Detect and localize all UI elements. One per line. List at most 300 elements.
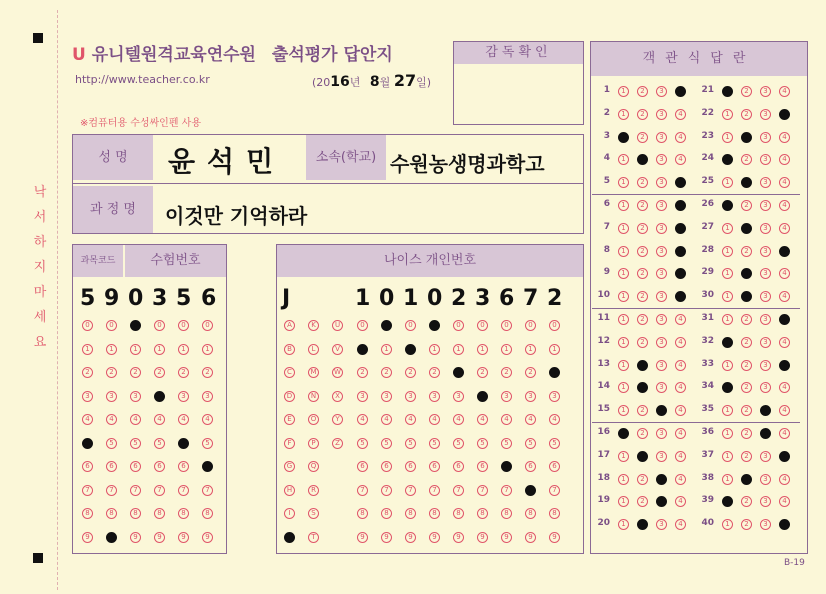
nice-digit-bubble[interactable]: 3 xyxy=(525,391,536,402)
answer-bubble[interactable]: 4 xyxy=(779,496,790,507)
nice-letter-bubble[interactable]: N xyxy=(308,391,319,402)
answer-bubble[interactable]: 4 xyxy=(779,86,790,97)
answer-bubble[interactable]: 3 xyxy=(656,177,667,188)
nice-digit-bubble[interactable]: 8 xyxy=(381,508,392,519)
nice-digit-bubble[interactable]: 6 xyxy=(453,461,464,472)
exam-bubble[interactable]: 9 xyxy=(106,532,117,543)
nice-digit-bubble[interactable]: 5 xyxy=(501,438,512,449)
nice-digit-bubble[interactable]: 1 xyxy=(429,344,440,355)
answer-bubble[interactable]: 3 xyxy=(760,405,771,416)
nice-digit-bubble[interactable]: 2 xyxy=(429,367,440,378)
exam-bubble[interactable]: 6 xyxy=(106,461,117,472)
exam-bubble[interactable]: 7 xyxy=(82,485,93,496)
exam-bubble[interactable]: 5 xyxy=(82,438,93,449)
answer-bubble[interactable]: 2 xyxy=(637,154,648,165)
nice-digit-bubble[interactable]: 0 xyxy=(525,320,536,331)
answer-bubble[interactable]: 4 xyxy=(675,223,686,234)
answer-bubble[interactable]: 3 xyxy=(656,474,667,485)
nice-digit-bubble[interactable]: 0 xyxy=(549,320,560,331)
answer-bubble[interactable]: 4 xyxy=(675,360,686,371)
nice-digit-bubble[interactable]: 5 xyxy=(429,438,440,449)
answer-bubble[interactable]: 3 xyxy=(656,519,667,530)
nice-letter-bubble[interactable]: A xyxy=(284,320,295,331)
nice-digit-bubble[interactable]: 4 xyxy=(525,414,536,425)
answer-bubble[interactable]: 4 xyxy=(779,154,790,165)
answer-bubble[interactable]: 2 xyxy=(637,474,648,485)
nice-digit-bubble[interactable]: 3 xyxy=(501,391,512,402)
nice-digit-bubble[interactable]: 7 xyxy=(525,485,536,496)
nice-digit-bubble[interactable]: 2 xyxy=(549,367,560,378)
nice-letter-bubble[interactable]: C xyxy=(284,367,295,378)
answer-bubble[interactable]: 3 xyxy=(760,428,771,439)
answer-bubble[interactable]: 3 xyxy=(760,451,771,462)
exam-bubble[interactable]: 1 xyxy=(106,344,117,355)
answer-bubble[interactable]: 2 xyxy=(741,86,752,97)
answer-bubble[interactable]: 1 xyxy=(722,314,733,325)
nice-letter-bubble[interactable]: Z xyxy=(332,438,343,449)
exam-bubble[interactable]: 4 xyxy=(154,414,165,425)
name-value[interactable]: 윤석민 xyxy=(168,145,286,178)
exam-bubble[interactable]: 9 xyxy=(178,532,189,543)
nice-digit-bubble[interactable]: 9 xyxy=(501,532,512,543)
answer-bubble[interactable]: 3 xyxy=(656,291,667,302)
answer-bubble[interactable]: 4 xyxy=(779,314,790,325)
answer-bubble[interactable]: 4 xyxy=(675,132,686,143)
exam-bubble[interactable]: 1 xyxy=(130,344,141,355)
answer-bubble[interactable]: 2 xyxy=(741,428,752,439)
answer-bubble[interactable]: 4 xyxy=(675,177,686,188)
answer-bubble[interactable]: 1 xyxy=(618,314,629,325)
exam-bubble[interactable]: 8 xyxy=(202,508,213,519)
exam-bubble[interactable]: 4 xyxy=(82,414,93,425)
nice-digit-bubble[interactable]: 4 xyxy=(381,414,392,425)
nice-digit-bubble[interactable]: 6 xyxy=(477,461,488,472)
answer-bubble[interactable]: 4 xyxy=(675,428,686,439)
answer-bubble[interactable]: 1 xyxy=(722,86,733,97)
exam-bubble[interactable]: 8 xyxy=(106,508,117,519)
answer-bubble[interactable]: 4 xyxy=(779,451,790,462)
answer-bubble[interactable]: 1 xyxy=(618,200,629,211)
exam-bubble[interactable]: 5 xyxy=(130,438,141,449)
nice-digit-bubble[interactable]: 6 xyxy=(381,461,392,472)
answer-bubble[interactable]: 3 xyxy=(656,314,667,325)
nice-digit-bubble[interactable]: 9 xyxy=(525,532,536,543)
nice-letter-bubble[interactable]: V xyxy=(332,344,343,355)
nice-letter-bubble[interactable]: J xyxy=(284,532,295,543)
answer-bubble[interactable]: 2 xyxy=(741,496,752,507)
answer-bubble[interactable]: 4 xyxy=(779,268,790,279)
answer-bubble[interactable]: 4 xyxy=(779,405,790,416)
answer-bubble[interactable]: 3 xyxy=(760,360,771,371)
answer-bubble[interactable]: 3 xyxy=(760,223,771,234)
answer-bubble[interactable]: 4 xyxy=(675,200,686,211)
nice-digit-bubble[interactable]: 0 xyxy=(501,320,512,331)
nice-digit-bubble[interactable]: 9 xyxy=(549,532,560,543)
nice-digit-bubble[interactable]: 1 xyxy=(405,344,416,355)
nice-digit-bubble[interactable]: 6 xyxy=(525,461,536,472)
exam-bubble[interactable]: 9 xyxy=(130,532,141,543)
exam-bubble[interactable]: 7 xyxy=(154,485,165,496)
answer-bubble[interactable]: 1 xyxy=(722,177,733,188)
answer-bubble[interactable]: 4 xyxy=(779,337,790,348)
answer-bubble[interactable]: 3 xyxy=(656,268,667,279)
nice-digit-bubble[interactable]: 6 xyxy=(549,461,560,472)
nice-digit-bubble[interactable]: 0 xyxy=(453,320,464,331)
answer-bubble[interactable]: 2 xyxy=(741,314,752,325)
exam-bubble[interactable]: 8 xyxy=(82,508,93,519)
answer-bubble[interactable]: 2 xyxy=(637,337,648,348)
answer-bubble[interactable]: 1 xyxy=(618,474,629,485)
nice-digit-bubble[interactable]: 3 xyxy=(453,391,464,402)
answer-bubble[interactable]: 3 xyxy=(760,268,771,279)
answer-bubble[interactable]: 2 xyxy=(637,428,648,439)
answer-bubble[interactable]: 3 xyxy=(656,223,667,234)
exam-bubble[interactable]: 0 xyxy=(154,320,165,331)
answer-bubble[interactable]: 4 xyxy=(779,474,790,485)
answer-bubble[interactable]: 2 xyxy=(637,314,648,325)
exam-bubble[interactable]: 4 xyxy=(202,414,213,425)
answer-bubble[interactable]: 2 xyxy=(741,519,752,530)
answer-bubble[interactable]: 4 xyxy=(779,246,790,257)
nice-letter-bubble[interactable]: G xyxy=(284,461,295,472)
exam-bubble[interactable]: 5 xyxy=(106,438,117,449)
exam-bubble[interactable]: 3 xyxy=(106,391,117,402)
answer-bubble[interactable]: 3 xyxy=(656,451,667,462)
nice-digit-bubble[interactable]: 4 xyxy=(501,414,512,425)
exam-bubble[interactable]: 5 xyxy=(202,438,213,449)
answer-bubble[interactable]: 1 xyxy=(722,382,733,393)
answer-bubble[interactable]: 1 xyxy=(618,291,629,302)
nice-digit-bubble[interactable]: 5 xyxy=(453,438,464,449)
answer-bubble[interactable]: 3 xyxy=(760,200,771,211)
nice-digit-bubble[interactable]: 1 xyxy=(453,344,464,355)
answer-bubble[interactable]: 4 xyxy=(675,405,686,416)
exam-bubble[interactable]: 0 xyxy=(82,320,93,331)
answer-bubble[interactable]: 1 xyxy=(722,360,733,371)
answer-bubble[interactable]: 1 xyxy=(618,132,629,143)
nice-digit-bubble[interactable]: 1 xyxy=(357,344,368,355)
nice-letter-bubble[interactable]: Y xyxy=(332,414,343,425)
answer-bubble[interactable]: 4 xyxy=(779,200,790,211)
nice-letter-bubble[interactable]: B xyxy=(284,344,295,355)
answer-bubble[interactable]: 1 xyxy=(618,451,629,462)
answer-bubble[interactable]: 2 xyxy=(637,519,648,530)
nice-digit-bubble[interactable]: 7 xyxy=(453,485,464,496)
answer-bubble[interactable]: 4 xyxy=(675,496,686,507)
nice-digit-bubble[interactable]: 6 xyxy=(501,461,512,472)
answer-bubble[interactable]: 1 xyxy=(618,177,629,188)
nice-digit-bubble[interactable]: 7 xyxy=(549,485,560,496)
nice-digit-bubble[interactable]: 8 xyxy=(357,508,368,519)
answer-bubble[interactable]: 2 xyxy=(741,405,752,416)
nice-digit-bubble[interactable]: 2 xyxy=(477,367,488,378)
answer-bubble[interactable]: 3 xyxy=(760,496,771,507)
nice-digit-bubble[interactable]: 6 xyxy=(405,461,416,472)
affiliation-value[interactable]: 수원농생명과학고 xyxy=(390,152,545,176)
answer-bubble[interactable]: 1 xyxy=(722,109,733,120)
answer-bubble[interactable]: 3 xyxy=(760,132,771,143)
answer-bubble[interactable]: 3 xyxy=(656,337,667,348)
nice-letter-bubble[interactable]: W xyxy=(332,367,343,378)
exam-bubble[interactable]: 7 xyxy=(106,485,117,496)
answer-bubble[interactable]: 3 xyxy=(656,132,667,143)
nice-digit-bubble[interactable]: 2 xyxy=(525,367,536,378)
nice-digit-bubble[interactable]: 8 xyxy=(477,508,488,519)
nice-digit-bubble[interactable]: 8 xyxy=(429,508,440,519)
nice-digit-bubble[interactable]: 7 xyxy=(501,485,512,496)
answer-bubble[interactable]: 4 xyxy=(675,474,686,485)
answer-bubble[interactable]: 3 xyxy=(760,474,771,485)
answer-bubble[interactable]: 3 xyxy=(760,86,771,97)
answer-bubble[interactable]: 2 xyxy=(637,451,648,462)
exam-bubble[interactable]: 7 xyxy=(178,485,189,496)
nice-digit-bubble[interactable]: 1 xyxy=(525,344,536,355)
nice-letter-bubble[interactable]: L xyxy=(308,344,319,355)
exam-bubble[interactable]: 5 xyxy=(154,438,165,449)
answer-bubble[interactable]: 4 xyxy=(779,428,790,439)
answer-bubble[interactable]: 2 xyxy=(637,177,648,188)
nice-letter-bubble[interactable]: U xyxy=(332,320,343,331)
answer-bubble[interactable]: 2 xyxy=(637,109,648,120)
answer-bubble[interactable]: 3 xyxy=(760,519,771,530)
answer-bubble[interactable]: 2 xyxy=(637,360,648,371)
answer-bubble[interactable]: 3 xyxy=(656,360,667,371)
exam-bubble[interactable]: 1 xyxy=(82,344,93,355)
answer-bubble[interactable]: 1 xyxy=(618,223,629,234)
answer-bubble[interactable]: 2 xyxy=(637,132,648,143)
nice-digit-bubble[interactable]: 4 xyxy=(477,414,488,425)
exam-bubble[interactable]: 2 xyxy=(202,367,213,378)
nice-digit-bubble[interactable]: 9 xyxy=(357,532,368,543)
answer-bubble[interactable]: 1 xyxy=(618,519,629,530)
answer-bubble[interactable]: 4 xyxy=(779,382,790,393)
answer-bubble[interactable]: 2 xyxy=(741,451,752,462)
answer-bubble[interactable]: 4 xyxy=(779,223,790,234)
answer-bubble[interactable]: 3 xyxy=(760,109,771,120)
nice-digit-bubble[interactable]: 4 xyxy=(429,414,440,425)
nice-digit-bubble[interactable]: 7 xyxy=(357,485,368,496)
answer-bubble[interactable]: 1 xyxy=(722,268,733,279)
answer-bubble[interactable]: 4 xyxy=(675,291,686,302)
nice-digit-bubble[interactable]: 1 xyxy=(549,344,560,355)
answer-bubble[interactable]: 1 xyxy=(722,291,733,302)
answer-bubble[interactable]: 4 xyxy=(675,314,686,325)
answer-bubble[interactable]: 4 xyxy=(779,177,790,188)
nice-digit-bubble[interactable]: 2 xyxy=(453,367,464,378)
nice-digit-bubble[interactable]: 9 xyxy=(477,532,488,543)
answer-bubble[interactable]: 1 xyxy=(722,246,733,257)
answer-bubble[interactable]: 2 xyxy=(637,223,648,234)
nice-digit-bubble[interactable]: 6 xyxy=(357,461,368,472)
nice-digit-bubble[interactable]: 5 xyxy=(525,438,536,449)
answer-bubble[interactable]: 3 xyxy=(760,337,771,348)
nice-digit-bubble[interactable]: 9 xyxy=(381,532,392,543)
answer-bubble[interactable]: 1 xyxy=(722,154,733,165)
answer-bubble[interactable]: 3 xyxy=(656,86,667,97)
answer-bubble[interactable]: 2 xyxy=(741,223,752,234)
exam-bubble[interactable]: 1 xyxy=(154,344,165,355)
answer-bubble[interactable]: 3 xyxy=(656,154,667,165)
answer-bubble[interactable]: 2 xyxy=(741,360,752,371)
exam-bubble[interactable]: 7 xyxy=(202,485,213,496)
answer-bubble[interactable]: 3 xyxy=(656,200,667,211)
nice-digit-bubble[interactable]: 9 xyxy=(405,532,416,543)
nice-digit-bubble[interactable]: 8 xyxy=(453,508,464,519)
nice-digit-bubble[interactable]: 4 xyxy=(453,414,464,425)
answer-bubble[interactable]: 4 xyxy=(779,360,790,371)
answer-bubble[interactable]: 3 xyxy=(656,109,667,120)
exam-bubble[interactable]: 4 xyxy=(106,414,117,425)
exam-bubble[interactable]: 1 xyxy=(202,344,213,355)
nice-letter-bubble[interactable]: H xyxy=(284,485,295,496)
exam-bubble[interactable]: 3 xyxy=(130,391,141,402)
nice-digit-bubble[interactable]: 2 xyxy=(381,367,392,378)
answer-bubble[interactable]: 3 xyxy=(656,496,667,507)
answer-bubble[interactable]: 2 xyxy=(741,154,752,165)
answer-bubble[interactable]: 4 xyxy=(675,109,686,120)
answer-bubble[interactable]: 4 xyxy=(779,109,790,120)
nice-digit-bubble[interactable]: 3 xyxy=(429,391,440,402)
nice-digit-bubble[interactable]: 2 xyxy=(357,367,368,378)
exam-bubble[interactable]: 3 xyxy=(82,391,93,402)
answer-bubble[interactable]: 4 xyxy=(675,382,686,393)
answer-bubble[interactable]: 2 xyxy=(637,496,648,507)
nice-digit-bubble[interactable]: 9 xyxy=(453,532,464,543)
nice-letter-bubble[interactable]: I xyxy=(284,508,295,519)
answer-bubble[interactable]: 1 xyxy=(618,496,629,507)
nice-letter-bubble[interactable]: D xyxy=(284,391,295,402)
nice-digit-bubble[interactable]: 8 xyxy=(549,508,560,519)
answer-bubble[interactable]: 4 xyxy=(779,291,790,302)
exam-bubble[interactable]: 6 xyxy=(130,461,141,472)
answer-bubble[interactable]: 4 xyxy=(779,519,790,530)
answer-bubble[interactable]: 4 xyxy=(675,451,686,462)
nice-digit-bubble[interactable]: 5 xyxy=(477,438,488,449)
nice-digit-bubble[interactable]: 5 xyxy=(549,438,560,449)
exam-bubble[interactable]: 3 xyxy=(202,391,213,402)
exam-bubble[interactable]: 1 xyxy=(178,344,189,355)
answer-bubble[interactable]: 3 xyxy=(760,382,771,393)
nice-digit-bubble[interactable]: 4 xyxy=(549,414,560,425)
answer-bubble[interactable]: 1 xyxy=(722,405,733,416)
nice-digit-bubble[interactable]: 9 xyxy=(429,532,440,543)
nice-letter-bubble[interactable]: T xyxy=(308,532,319,543)
nice-digit-bubble[interactable]: 3 xyxy=(357,391,368,402)
nice-letter-bubble[interactable]: Q xyxy=(308,461,319,472)
answer-bubble[interactable]: 4 xyxy=(675,268,686,279)
exam-bubble[interactable]: 2 xyxy=(178,367,189,378)
nice-digit-bubble[interactable]: 6 xyxy=(429,461,440,472)
nice-digit-bubble[interactable]: 3 xyxy=(477,391,488,402)
nice-digit-bubble[interactable]: 5 xyxy=(381,438,392,449)
nice-digit-bubble[interactable]: 2 xyxy=(501,367,512,378)
exam-bubble[interactable]: 0 xyxy=(106,320,117,331)
nice-digit-bubble[interactable]: 4 xyxy=(405,414,416,425)
answer-bubble[interactable]: 3 xyxy=(760,314,771,325)
nice-digit-bubble[interactable]: 1 xyxy=(501,344,512,355)
nice-letter-bubble[interactable]: R xyxy=(308,485,319,496)
nice-digit-bubble[interactable]: 7 xyxy=(477,485,488,496)
exam-bubble[interactable]: 9 xyxy=(154,532,165,543)
nice-letter-bubble[interactable]: E xyxy=(284,414,295,425)
answer-bubble[interactable]: 2 xyxy=(637,86,648,97)
nice-letter-bubble[interactable]: X xyxy=(332,391,343,402)
nice-digit-bubble[interactable]: 8 xyxy=(405,508,416,519)
answer-bubble[interactable]: 2 xyxy=(741,337,752,348)
answer-bubble[interactable]: 3 xyxy=(760,154,771,165)
exam-bubble[interactable]: 0 xyxy=(130,320,141,331)
answer-bubble[interactable]: 3 xyxy=(760,246,771,257)
nice-digit-bubble[interactable]: 7 xyxy=(429,485,440,496)
exam-bubble[interactable]: 7 xyxy=(130,485,141,496)
exam-bubble[interactable]: 9 xyxy=(82,532,93,543)
answer-bubble[interactable]: 3 xyxy=(656,382,667,393)
exam-bubble[interactable]: 6 xyxy=(178,461,189,472)
nice-digit-bubble[interactable]: 1 xyxy=(381,344,392,355)
nice-digit-bubble[interactable]: 3 xyxy=(381,391,392,402)
exam-bubble[interactable]: 6 xyxy=(202,461,213,472)
answer-bubble[interactable]: 2 xyxy=(637,405,648,416)
answer-bubble[interactable]: 2 xyxy=(741,109,752,120)
exam-bubble[interactable]: 3 xyxy=(154,391,165,402)
answer-bubble[interactable]: 1 xyxy=(618,337,629,348)
answer-bubble[interactable]: 1 xyxy=(722,451,733,462)
nice-digit-bubble[interactable]: 0 xyxy=(477,320,488,331)
nice-digit-bubble[interactable]: 3 xyxy=(549,391,560,402)
nice-digit-bubble[interactable]: 7 xyxy=(405,485,416,496)
answer-bubble[interactable]: 1 xyxy=(722,337,733,348)
answer-bubble[interactable]: 4 xyxy=(675,86,686,97)
answer-bubble[interactable]: 4 xyxy=(675,337,686,348)
answer-bubble[interactable]: 2 xyxy=(741,132,752,143)
exam-bubble[interactable]: 6 xyxy=(154,461,165,472)
answer-bubble[interactable]: 2 xyxy=(741,268,752,279)
answer-bubble[interactable]: 2 xyxy=(637,291,648,302)
nice-digit-bubble[interactable]: 8 xyxy=(501,508,512,519)
nice-letter-bubble[interactable]: F xyxy=(284,438,295,449)
answer-bubble[interactable]: 1 xyxy=(722,474,733,485)
answer-bubble[interactable]: 2 xyxy=(741,246,752,257)
answer-bubble[interactable]: 1 xyxy=(618,405,629,416)
answer-bubble[interactable]: 3 xyxy=(760,291,771,302)
exam-bubble[interactable]: 8 xyxy=(178,508,189,519)
answer-bubble[interactable]: 1 xyxy=(618,268,629,279)
nice-digit-bubble[interactable]: 8 xyxy=(525,508,536,519)
nice-letter-bubble[interactable]: P xyxy=(308,438,319,449)
answer-bubble[interactable]: 1 xyxy=(618,154,629,165)
nice-digit-bubble[interactable]: 4 xyxy=(357,414,368,425)
answer-bubble[interactable]: 4 xyxy=(675,519,686,530)
exam-bubble[interactable]: 3 xyxy=(178,391,189,402)
answer-bubble[interactable]: 1 xyxy=(618,428,629,439)
nice-letter-bubble[interactable]: S xyxy=(308,508,319,519)
exam-bubble[interactable]: 0 xyxy=(202,320,213,331)
answer-bubble[interactable]: 2 xyxy=(637,200,648,211)
nice-digit-bubble[interactable]: 0 xyxy=(405,320,416,331)
answer-bubble[interactable]: 1 xyxy=(618,360,629,371)
exam-bubble[interactable]: 2 xyxy=(106,367,117,378)
answer-bubble[interactable]: 2 xyxy=(637,246,648,257)
answer-bubble[interactable]: 2 xyxy=(741,177,752,188)
answer-bubble[interactable]: 3 xyxy=(656,405,667,416)
answer-bubble[interactable]: 1 xyxy=(722,132,733,143)
nice-letter-bubble[interactable]: O xyxy=(308,414,319,425)
exam-bubble[interactable]: 0 xyxy=(178,320,189,331)
answer-bubble[interactable]: 2 xyxy=(741,200,752,211)
exam-bubble[interactable]: 8 xyxy=(154,508,165,519)
exam-bubble[interactable]: 6 xyxy=(82,461,93,472)
exam-bubble[interactable]: 8 xyxy=(130,508,141,519)
